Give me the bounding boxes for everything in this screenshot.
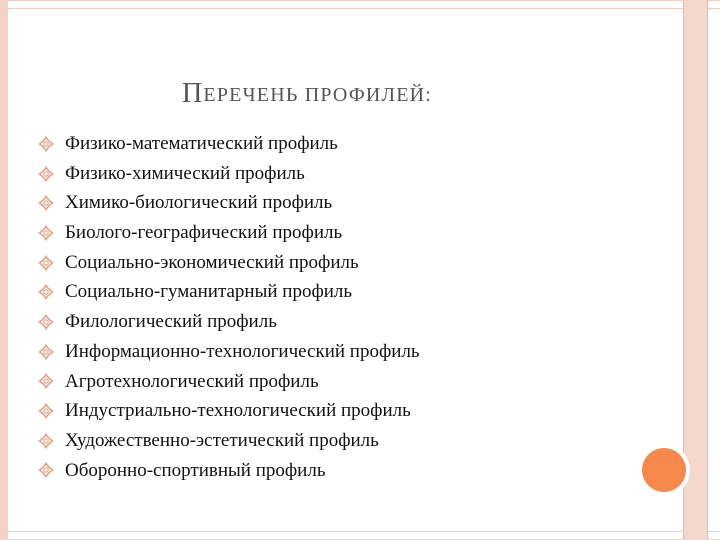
list-item-text: Информационно-технологический профиль: [65, 340, 420, 362]
title-first-letter: П: [182, 78, 204, 109]
slide-title: [182, 75, 502, 111]
list-item: [38, 159, 658, 189]
list-item-text: Биолого-географический профиль: [65, 222, 343, 244]
fleuron-bullet-icon: [38, 373, 54, 389]
list-item: [38, 456, 658, 486]
title-rest: ЕРЕЧЕНЬ ПРОФИЛЕЙ:: [203, 84, 433, 106]
list-item: [38, 218, 658, 248]
list-item: [38, 307, 658, 337]
bottom-frame-line: [0, 531, 720, 532]
list-item: [38, 277, 658, 307]
fleuron-bullet-icon: [38, 344, 54, 360]
list-item: [38, 188, 658, 218]
fleuron-bullet-icon: [38, 433, 54, 449]
list-item-text: Агротехнологический профиль: [65, 370, 319, 392]
top-frame-line: [0, 8, 720, 9]
list-item: [38, 426, 658, 456]
fleuron-bullet-icon: [38, 403, 54, 419]
fleuron-bullet-icon: [38, 462, 54, 478]
list-item-text: Индустриально-технологический профиль: [65, 400, 411, 422]
list-item-text: Оборонно-спортивный профиль: [65, 459, 326, 481]
list-item-text: Филологический профиль: [65, 311, 277, 333]
fleuron-bullet-icon: [38, 225, 54, 241]
list-item-text: Физико-математический профиль: [65, 133, 338, 154]
right-decorative-band: [683, 0, 708, 540]
list-item-text: Социально-экономический профиль: [65, 251, 359, 273]
list-item: [38, 396, 658, 426]
fleuron-bullet-icon: [38, 284, 54, 300]
list-item: [38, 337, 658, 367]
fleuron-bullet-icon: [38, 195, 54, 211]
list-item-text: Физико-химический профиль: [65, 162, 305, 184]
list-item: [38, 129, 658, 159]
fleuron-bullet-icon: [38, 136, 54, 152]
fleuron-bullet-icon: [38, 166, 54, 182]
fleuron-bullet-icon: [38, 314, 54, 330]
fleuron-bullet-icon: [38, 255, 54, 271]
list-item-text: Художественно-эстетический профиль: [65, 429, 379, 451]
list-item: [38, 367, 658, 397]
list-item-text: Химико-биологический профиль: [65, 192, 333, 214]
list-item: [38, 248, 658, 278]
profile-list: [38, 129, 658, 485]
list-item-text: Социально-гуманитарный профиль: [65, 281, 353, 303]
